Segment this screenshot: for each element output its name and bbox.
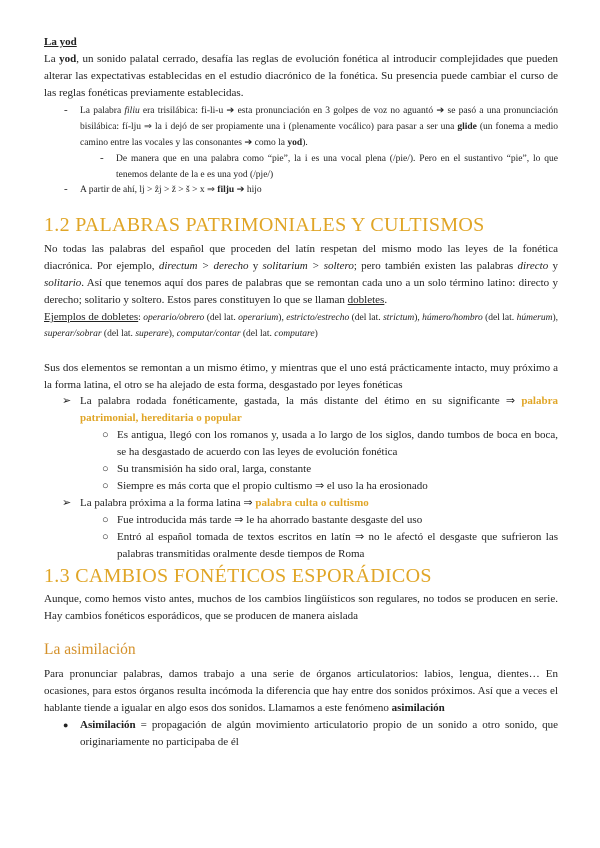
patrimonial-point-antigua: Es antigua, llegó con los romanos y, usada a lo largo de los siglos, dando tumbos de boca en boca, se ha desgastado de acuerdo con las leyes de evolución fonética — [117, 429, 558, 458]
yod-bullet-filiu: La palabra filiu era trisilábica: fi-li-u ➔ esta pronunciación en 3 golpes de voz no aguantó ➔ se pasó a una pronunciación bisilábica: fí-lju ⇒ la i dejó de ser propiamente una i (plenamente vocálico) para pasar a ser una glide (un fonema a medio camino entre las vocales y las consonantes ➔ como la yod). — [80, 106, 558, 148]
patrimonial-point-oral: Su transmisión ha sido oral, larga, constante — [117, 463, 312, 475]
asimilacion-definition: Asimilación = propagación de algún movimiento articulatorio propio de un sonido a otro sonido, que originariamente no participaba de él — [80, 719, 558, 748]
patrimoniales-intro-paragraph: No todas las palabras del español que proceden del latín respetan del mismo modo las leyes de la fonética diacrónica. Por ejemplo, directum > derecho y solitarium > soltero; pero también existen las palabras directo y solitario. Así que tenemos aquí dos pares de palabras que se remontan cada uno a un solo término latino: directo y derecho; solitario y soltero. Estos pares constituyen lo que se llaman dobletes. — [44, 243, 558, 306]
arrow-bullet-marker: ➢ — [62, 497, 72, 509]
dash-marker: - — [64, 183, 68, 195]
cultismo-point-tarde: Fue introducida más tarde ⇒ le ha ahorrado bastante desgaste del uso — [117, 514, 423, 526]
dobletes-examples: Ejemplos de dobletes: operario/obrero (del lat. operarium), estricto/estrecho (del lat. strictum), húmero/hombro (del lat. húmerum), superar/sobrar (del lat. superare), computar/contar (del lat. computare) — [44, 311, 559, 339]
dot-bullet-marker: ● — [63, 720, 69, 730]
circle-bullet-marker: ○ — [102, 480, 109, 492]
arrow-bullet-marker: ➢ — [62, 395, 72, 407]
patrimonial-point-corta: Siempre es más corta que el propio cultismo ⇒ el uso la ha erosionado — [117, 480, 428, 492]
cultismo-point-escrito: Entró al español tomada de textos escritos en latín ⇒ no le afectó el desgaste que sufrieron las palabras transmitidas oralmente desde tiempos de Roma — [117, 531, 558, 560]
circle-bullet-marker: ○ — [102, 429, 109, 441]
dash-marker: - — [100, 152, 104, 164]
circle-bullet-marker: ○ — [102, 463, 109, 475]
yod-paragraph: La yod, un sonido palatal cerrado, desafía las reglas de evolución fonética al introducir complejidades que pueden alterar las expectativas establecidas en el estudio diacrónico de la fonética. Su presencia puede cambiar el curso de las reglas fonéticas previamente establecidas. — [44, 53, 558, 99]
esporadicos-paragraph: Aunque, como hemos visto antes, muchos de los cambios lingüísticos son regulares, no todos se producen en serie. Hay cambios fonéticos esporádicos, que se producen de manera aislada — [44, 593, 558, 622]
section-heading-1-2: 1.2 PALABRAS PATRIMONIALES Y CULTISMOS — [44, 214, 485, 236]
circle-bullet-marker: ○ — [102, 531, 109, 543]
cultismo-definition: La palabra próxima a la forma latina ⇒ palabra culta o cultismo — [80, 497, 369, 509]
asimilacion-paragraph: Para pronunciar palabras, damos trabajo a una serie de órganos articulatorios: labios, lengua, dientes… En ocasiones, para estos órganos resulta incómoda la diferencia que hay entre dos sonidos próximos. Así que a veces el hablante tiende a igualar en algo esos dos sonidos. Llamamos a este fenómeno asimilación — [44, 668, 558, 714]
dash-marker: - — [64, 104, 68, 116]
yod-sub-bullet-pie: De manera que en una palabra como “pie”, la i es una vocal plena (/pie/). Pero en el sustantivo “pie”, lo que tenemos delante de la e es una yod (/pje/) — [116, 154, 558, 180]
etimo-paragraph: Sus dos elementos se remontan a un mismo étimo, y mientras que el uno está prácticamente intacto, muy próximo a la forma latina, el otro se ha alejado de esta forma, desgastado por leyes fonéticas — [44, 362, 558, 391]
yod-bullet-evolution: A partir de ahí, lj > ẑj > ž > š > x ⇒ filju ➔ hijo — [80, 185, 262, 195]
subheading-asimilacion: La asimilación — [44, 641, 136, 658]
patrimonial-definition: La palabra rodada fonéticamente, gastada, la más distante del étimo en su significante ⇒ palabra patrimonial, hereditaria o popular — [80, 395, 558, 424]
yod-title: La yod — [44, 36, 77, 48]
section-heading-1-3: 1.3 CAMBIOS FONÉTICOS ESPORÁDICOS — [44, 565, 432, 587]
circle-bullet-marker: ○ — [102, 514, 109, 526]
